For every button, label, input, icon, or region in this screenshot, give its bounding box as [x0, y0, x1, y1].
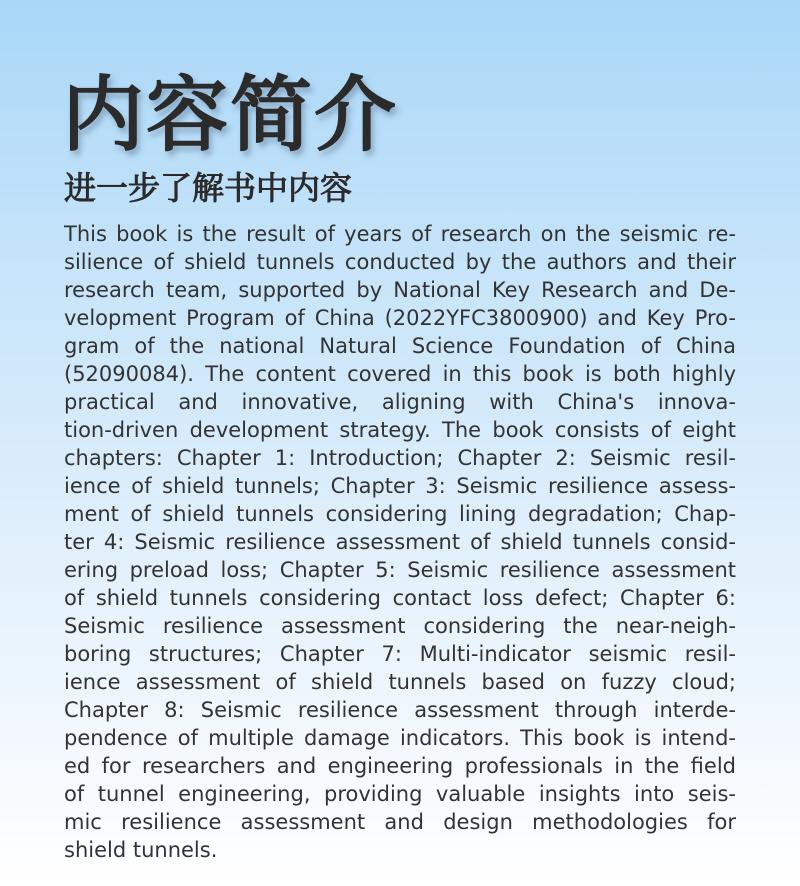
- description-line: of tunnel engineering, providing valuable insights into seis-: [64, 782, 736, 806]
- description-line: practical and innovative, aligning with China's innova-: [64, 390, 736, 414]
- description-line: gram of the national Natural Science Foundation of China: [64, 334, 736, 358]
- description-line: boring structures; Chapter 7: Multi-indicator seismic resil-: [64, 642, 736, 666]
- description-line: mic resilience assessment and design methodologies for: [64, 810, 736, 834]
- description-line: ter 4: Seismic resilience assessment of shield tunnels consid-: [64, 530, 736, 554]
- description-line: ed for researchers and engineering professionals in the field: [64, 754, 736, 778]
- description-line: research team, supported by National Key Research and De-: [64, 278, 736, 302]
- book-description: [64, 220, 736, 864]
- description-line: shield tunnels.: [64, 838, 218, 862]
- description-line: (52090084). The content covered in this book is both highly: [64, 362, 736, 386]
- description-line: ience assessment of shield tunnels based on fuzzy cloud;: [64, 670, 736, 694]
- page-subtitle: 进一步了解书中内容: [64, 169, 353, 207]
- description-line: silience of shield tunnels conducted by the authors and their: [64, 250, 736, 274]
- description-line: Chapter 8: Seismic resilience assessment through interde-: [64, 698, 736, 722]
- description-line: velopment Program of China (2022YFC3800900) and Key Pro-: [64, 306, 736, 330]
- description-line: ment of shield tunnels considering lining degradation; Chap-: [64, 502, 736, 526]
- description-line: ering preload loss; Chapter 5: Seismic resilience assessment: [64, 558, 736, 582]
- page-title: 内容简介: [62, 68, 399, 163]
- description-line: of shield tunnels considering contact loss defect; Chapter 6:: [64, 586, 736, 610]
- description-line: This book is the result of years of research on the seismic re-: [64, 222, 736, 246]
- description-line: chapters: Chapter 1: Introduction; Chapter 2: Seismic resil-: [64, 446, 736, 470]
- description-line: pendence of multiple damage indicators. This book is intend-: [64, 726, 736, 750]
- description-line: ience of shield tunnels; Chapter 3: Seismic resilience assess-: [64, 474, 736, 498]
- description-line: tion-driven development strategy. The book consists of eight: [64, 418, 736, 442]
- description-line: Seismic resilience assessment considering the near-neigh-: [64, 614, 736, 638]
